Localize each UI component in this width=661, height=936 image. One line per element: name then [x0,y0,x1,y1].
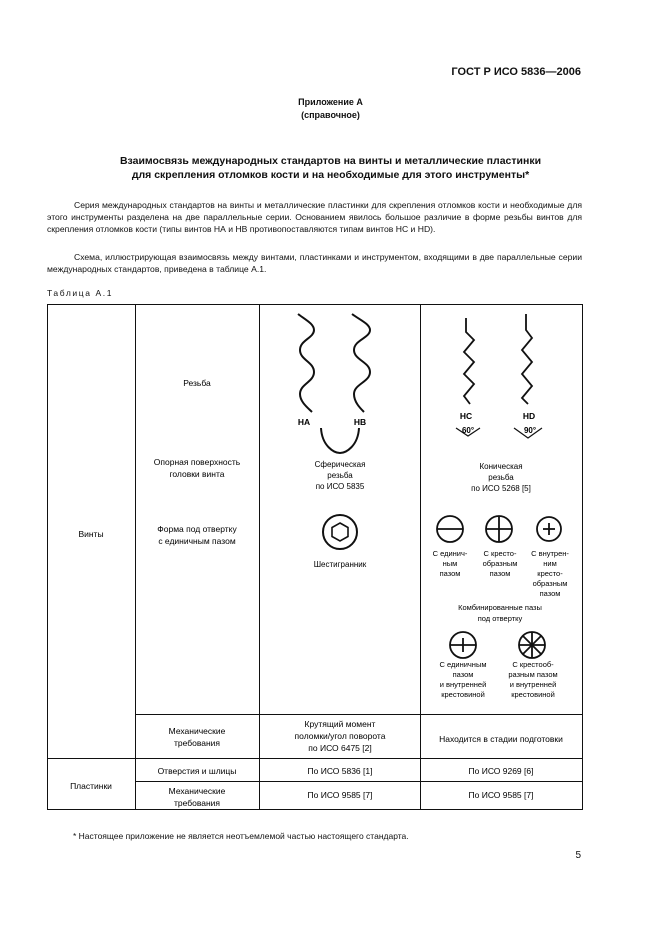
thread-hd-label: HD [522,411,536,421]
combo1-label-1: С единичным [439,660,487,669]
row-plate-mech-label-1: Механические [168,786,226,796]
table-caption: Таблица А.1 [47,288,114,298]
inner-label-2: ним [543,559,557,568]
hex-label: Шестигранник [313,560,367,569]
slot-label-3: пазом [439,569,461,578]
combo2-label-2: разным пазом [508,670,558,679]
row-mech-label-2: требования [173,738,221,748]
head-conical-2: резьба [488,473,514,482]
slot-label-1: С единич- [432,549,468,558]
thread-hd-icon [522,314,532,404]
page-number: 5 [575,850,581,861]
mech-col2: Находится в стадии подготовки [439,734,563,744]
head-spherical-3: по ИСО 5835 [315,482,365,491]
slot-label-2: ным [442,559,458,568]
footnote: * Настоящее приложение не является неотъемлемой частью настоящего стандарта. [73,831,409,841]
plate-mech-col2: По ИСО 9585 [7] [468,790,534,800]
cross-label-2: образным [482,559,518,568]
row-holes-label: Отверстия и шлицы [157,766,237,776]
mech-col1-2: поломки/угол поворота [294,731,386,741]
head-spherical-2: резьба [327,471,353,480]
row-head-label-2: головки винта [169,469,225,479]
combo1-label-4: крестовиной [441,690,485,699]
combo-label-1: Комбинированные пазы [458,603,542,612]
combo1-label-3: и внутренней [439,680,487,689]
row-plate-mech-label-2: требования [173,798,221,808]
thread-ha-label: НА [297,417,311,427]
head-conical-1: Коническая [479,462,523,471]
thread-ha-icon [298,314,314,412]
holes-col2: По ИСО 9269 [6] [468,766,534,776]
title-line-1: Взаимосвязь международных стандартов на винты и металлические пластинки [119,155,542,167]
group-plates-label: Пластинки [70,781,112,791]
combo-label-2: под отвертку [477,614,523,623]
paragraph-1: Серия международных стандартов на винты и металлические пластинки для скрепления отломков кости и необходимые для этого инструменты разделена на две параллельные серии. Основанием явилось большое различие в форме резьбы винтов для скрепления отломков кости (типы винтов НА и НВ противопоставляются типам винтов НС и HD). [47,200,582,234]
annex-title: Приложение А [298,97,363,107]
hex-socket-icon [323,515,357,549]
row-thread-label: Резьба [183,378,211,388]
head-spherical-1: Сферическая [314,460,366,469]
thread-hc-icon [464,318,474,404]
annex-status: (справочное) [301,110,360,120]
cross-label-3: пазом [489,569,511,578]
holes-col1: По ИСО 5836 [1] [307,766,373,776]
group-screws-label: Винты [78,529,104,539]
inner-label-5: пазом [539,589,561,598]
combo2-label-1: С крестооб- [512,660,554,669]
cross-label-1: С кресто- [483,549,517,558]
hd-angle-label: 90° [523,426,537,435]
inner-label-4: образным [532,579,568,588]
head-conical-3: по ИСО 5268 [5] [471,484,531,493]
document-header: ГОСТ Р ИСО 5836—2006 [451,66,581,78]
spherical-head-icon [321,428,359,453]
mech-col1-1: Крутящий момент [304,719,376,729]
paragraph-2: Схема, иллюстрирующая взаимосвязь между винтами, пластинками и инструментом, входящими в две параллельные серии международных стандартов, приведена в таблице А.1. [47,252,582,274]
inner-label-1: С внутрен- [531,549,569,558]
inner-label-3: кресто- [537,569,563,578]
thread-hc-label: НС [459,411,473,421]
plate-mech-col1: По ИСО 9585 [7] [307,790,373,800]
hc-angle-label: 60° [461,426,475,435]
row-drive-label-2: с единичным пазом [158,536,236,546]
row-drive-label-1: Форма под отвертку [157,524,237,534]
combo2-label-4: крестовиной [511,690,555,699]
row-head-label-1: Опорная поверхность [153,457,241,467]
combo2-label-3: и внутренней [509,680,557,689]
combo1-label-2: пазом [452,670,474,679]
thread-hb-label: НВ [353,417,367,427]
thread-hb-icon [352,314,370,412]
mech-col1-3: по ИСО 6475 [2] [308,743,372,753]
row-mech-label-1: Механические [168,726,226,736]
title-line-2: для скрепления отломков кости и на необходимые для этого инструменты* [131,169,530,181]
